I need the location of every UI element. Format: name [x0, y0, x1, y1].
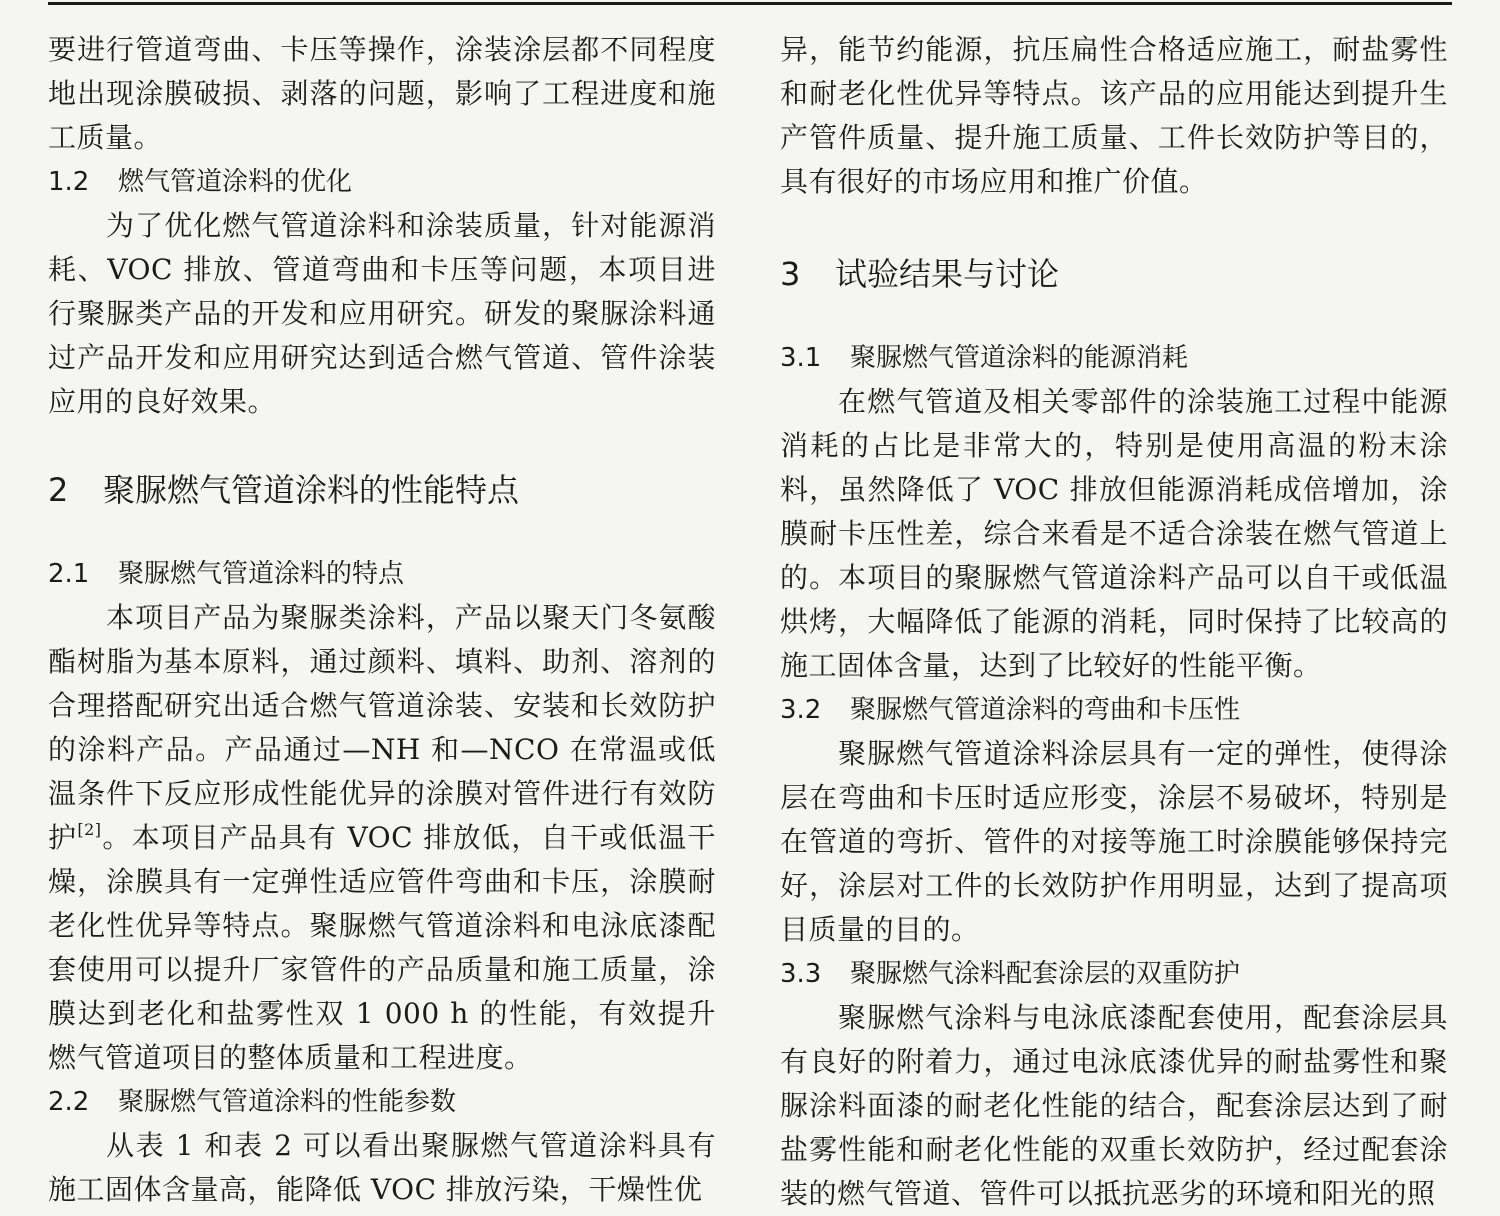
paragraph-3-3: 聚脲燃气涂料与电泳底漆配套使用，配套涂层具有良好的附着力，通过电泳底漆优异的耐盐雾性和聚脲涂料面漆的耐老化性能的结合，配套涂层达到了耐盐雾性能和耐老化性能的双重长效防护，经过配套涂装的燃气管道、管件可以抵抗恶劣的环境和阳光的照 [780, 1001, 1448, 1210]
section-number: 2.2 [48, 1087, 90, 1117]
left-column [48, 28, 716, 1212]
section-3-1-heading [780, 336, 1448, 380]
section-2-1-heading [48, 552, 716, 596]
section-1-2-heading [48, 160, 716, 204]
paragraph-3-1: 在燃气管道及相关零部件的涂装施工过程中能源消耗的占比是非常大的，特别是使用高温的粉末涂料，虽然降低了 VOC 排放但能源消耗成倍增加，涂膜耐卡压性差，综合来看是不适合涂装在燃气管道上的。本项目的聚脲燃气管道涂料产品可以自干或低温烘烤，大幅降低了能源的消耗，同时保持了比较高的施工固体含量，达到了比较好的性能平衡。 [780, 385, 1448, 682]
section-title: 聚脲燃气涂料配套涂层的双重防护 [850, 959, 1241, 989]
section-3-2-heading [780, 688, 1448, 732]
paragraph-1-1-tail: 要进行管道弯曲、卡压等操作，涂装涂层都不同程度地出现涂膜破损、剥落的问题，影响了工程进度和施工质量。 [48, 33, 716, 154]
paragraph-2-1 [48, 596, 716, 1080]
paragraph-2-1-text-a: 本项目产品为聚脲类涂料，产品以聚天门冬氨酸酯树脂为基本原料，通过颜料、填料、助剂、溶剂的合理搭配研究出适合燃气管道涂装、安装和长效防护的涂料产品。产品通过—NH 和—NCO 在常温或低温条件下反应形成性能优异的涂膜对管件进行有效防护 [48, 601, 716, 854]
paragraph-2-2: 从表 1 和表 2 可以看出聚脲燃气管道涂料具有施工固体含量高，能降低 VOC 排放污染，干燥性优 [48, 1129, 716, 1206]
chapter-number: 3 [780, 255, 801, 293]
section-number: 3.3 [780, 959, 822, 989]
chapter-number: 2 [48, 471, 69, 509]
section-number: 3.1 [780, 343, 822, 373]
section-number: 2.1 [48, 559, 90, 589]
chapter-3-heading [780, 252, 1448, 296]
chapter-2-heading [48, 468, 716, 512]
section-3-3-heading [780, 952, 1448, 996]
citation-ref: [2] [77, 820, 102, 839]
section-title: 聚脲燃气管道涂料的能源消耗 [850, 343, 1189, 373]
right-column [780, 28, 1448, 1216]
section-title: 聚脲燃气管道涂料的弯曲和卡压性 [850, 695, 1241, 725]
top-rule [48, 2, 1452, 5]
section-number: 3.2 [780, 695, 822, 725]
section-2-2-heading [48, 1080, 716, 1124]
paragraph-2-1-text-b: 。本项目产品具有 VOC 排放低，自干或低温干燥，涂膜具有一定弹性适应管件弯曲和卡压，涂膜耐老化性优异等特点。聚脲燃气管道涂料和电泳底漆配套使用可以提升厂家管件的产品质量和施工质量，涂膜达到老化和盐雾性双 1 000 h 的性能，有效提升燃气管道项目的整体质量和工程进度。 [48, 821, 716, 1074]
chapter-title: 聚脲燃气管道涂料的性能特点 [103, 471, 520, 509]
paragraph-2-2-tail: 异，能节约能源，抗压扁性合格适应施工，耐盐雾性和耐老化性优异等特点。该产品的应用能达到提升生产管件质量、提升施工质量、工件长效防护等目的，具有很好的市场应用和推广价值。 [780, 33, 1448, 198]
section-title: 聚脲燃气管道涂料的性能参数 [118, 1087, 457, 1117]
section-title: 聚脲燃气管道涂料的特点 [118, 559, 405, 589]
paragraph-1-2: 为了优化燃气管道涂料和涂装质量，针对能源消耗、VOC 排放、管道弯曲和卡压等问题，本项目进行聚脲类产品的开发和应用研究。研发的聚脲涂料通过产品开发和应用研究达到适合燃气管道、管件涂装应用的良好效果。 [48, 209, 716, 418]
paragraph-3-2: 聚脲燃气管道涂料涂层具有一定的弹性，使得涂层在弯曲和卡压时适应形变，涂层不易破坏，特别是在管道的弯折、管件的对接等施工时涂膜能够保持完好，涂层对工件的长效防护作用明显，达到了提高项目质量的目的。 [780, 737, 1448, 946]
chapter-title: 试验结果与讨论 [835, 255, 1060, 293]
section-title: 燃气管道涂料的优化 [118, 167, 353, 197]
section-number: 1.2 [48, 167, 90, 197]
